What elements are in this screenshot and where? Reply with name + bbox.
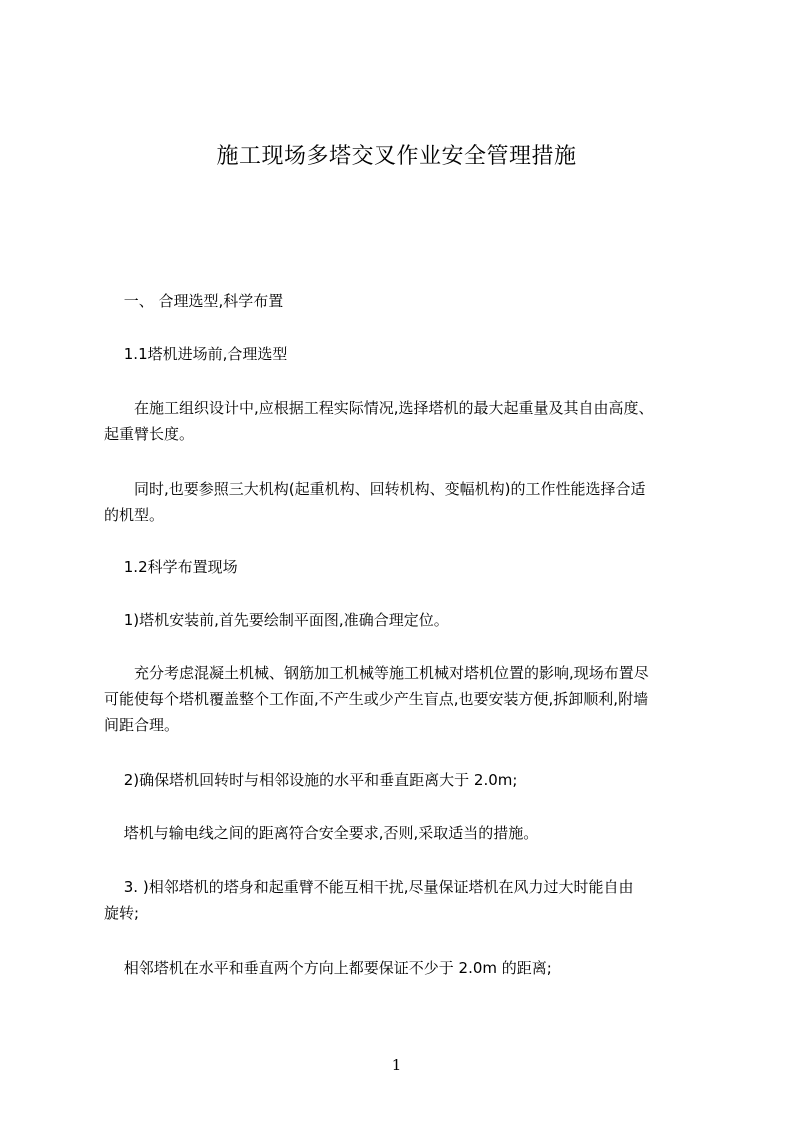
text-line: 可能使每个塔机覆盖整个工作面,不产生或少产生盲点,也要安装方便,拆卸顺利,附墙 bbox=[104, 690, 649, 708]
text-line: 1.2科学布置现场 bbox=[104, 558, 238, 576]
page-number: 1 bbox=[391, 1056, 402, 1074]
paragraph-selection bbox=[104, 395, 714, 447]
paragraph-item-1 bbox=[104, 607, 714, 633]
heading-1-1 bbox=[104, 341, 714, 367]
paragraph-power-lines bbox=[104, 820, 714, 846]
text-line: 3. )相邻塔机的塔身和起重臂不能互相干扰,尽量保证塔机在风力过大时能自由 bbox=[104, 878, 634, 896]
text-line: 充分考虑混凝土机械、钢筋加工机械等施工机械对塔机位置的影响,现场布置尽 bbox=[104, 664, 649, 682]
paragraph-item-3 bbox=[104, 874, 714, 926]
paragraph-distance bbox=[104, 955, 714, 981]
text-line: 在施工组织设计中,应根据工程实际情况,选择塔机的最大起重量及其自由高度、 bbox=[104, 399, 654, 417]
text-line: 1.1塔机进场前,合理选型 bbox=[104, 345, 288, 363]
document-title: 施工现场多塔交叉作业安全管理措施 bbox=[216, 144, 577, 169]
paragraph-mechanisms bbox=[104, 476, 714, 528]
text-line: 同时,也要参照三大机构(起重机构、回转机构、变幅机构)的工作性能选择合适 bbox=[104, 480, 646, 498]
text-line: 塔机与输电线之间的距离符合安全要求,否则,采取适当的措施。 bbox=[104, 824, 539, 842]
text-line: 间距合理。 bbox=[104, 716, 180, 734]
text-line: 旋转; bbox=[104, 904, 140, 922]
heading-1 bbox=[104, 288, 714, 314]
text-line: 的机型。 bbox=[104, 506, 165, 524]
text-line: 2)确保塔机回转时与相邻设施的水平和垂直距离大于 2.0m; bbox=[104, 771, 518, 789]
text-line: 一、 合理选型,科学布置 bbox=[104, 292, 284, 310]
text-line: 相邻塔机在水平和垂直两个方向上都要保证不少于 2.0m 的距离; bbox=[104, 959, 552, 977]
text-line: 1)塔机安装前,首先要绘制平面图,准确合理定位。 bbox=[104, 611, 449, 629]
heading-1-2 bbox=[104, 554, 714, 580]
paragraph-site-layout bbox=[104, 660, 714, 738]
text-line: 起重臂长度。 bbox=[104, 425, 195, 443]
paragraph-item-2 bbox=[104, 767, 714, 793]
